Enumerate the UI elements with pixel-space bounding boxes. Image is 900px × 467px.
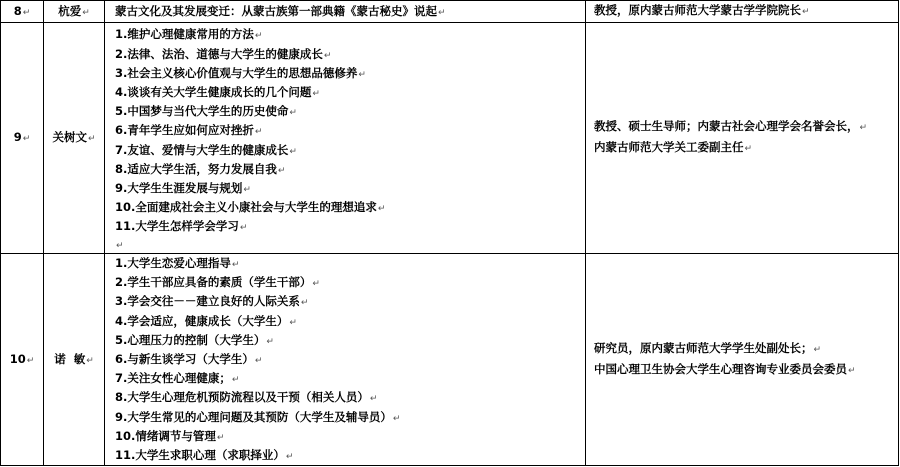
table-row [1, 254, 899, 466]
paragraph-mark-icon: ↵ [22, 7, 31, 18]
topic-item: 9.大学生常见的心理问题及其预防（大学生及辅导员）↵ [115, 409, 401, 424]
row-number: 8 [13, 3, 22, 18]
topic-item: 3.学会交往－－建立良好的人际关系↵ [115, 294, 309, 309]
topic-item: 5.心理压力的控制（大学生）↵ [115, 332, 274, 347]
topic-item: 11.大学生怎样学会学习↵ [115, 219, 248, 234]
paragraph-mark-icon: ↵ [802, 7, 810, 17]
speaker-name-cell [44, 254, 105, 466]
topic-item: 1.大学生恋爱心理指导↵ [115, 256, 240, 270]
topic-item: 9.大学生生涯发展与规划↵ [115, 180, 251, 195]
empty-paragraph [115, 237, 585, 251]
speaker-title-line: 教授、硕士生导师；内蒙古社会心理学会名誉会长，↵ [594, 119, 868, 133]
topic-item: 10.全面建成社会主义小康社会与大学生的理想追求↵ [115, 200, 386, 215]
speaker-name: 杭爱 [58, 3, 82, 18]
topic-item: 4.谈谈有关大学生健康成长的几个问题↵ [115, 85, 320, 100]
topic-item: 2.学生干部应具备的素质（学生干部）↵ [115, 275, 320, 290]
paragraph-mark-icon: ↵ [438, 7, 446, 18]
row-number-cell [1, 23, 44, 254]
speaker-title-line: 教授，原内蒙古师范大学蒙古学学院院长↵ [594, 3, 810, 17]
topic-item: 6.与新生谈学习（大学生）↵ [115, 351, 263, 366]
paragraph-mark-icon: ↵ [86, 355, 94, 366]
topics-cell [105, 254, 586, 466]
paragraph-mark-icon: ↵ [22, 134, 31, 144]
topic-item: 3.社会主义核心价值观与大学生的思想品德修养↵ [115, 65, 366, 80]
speaker-name-cell [44, 23, 105, 254]
topic-item: 5.中国梦与当代大学生的历史使命↵ [115, 104, 297, 119]
table-row [1, 1, 899, 23]
speaker-name: 关树文 [52, 130, 87, 144]
paragraph-mark-icon: ↵ [116, 240, 124, 251]
topic-item: 8.适应大学生活，努力发展自我↵ [115, 161, 286, 176]
speaker-title-line: 中国心理卫生协会大学生心理咨询专业委员会委员↵ [594, 361, 856, 376]
topic-item: 蒙古文化及其发展变迁：从蒙古族第一部典籍《蒙古秘史》说起↵ [115, 3, 446, 18]
speaker-title-cell [586, 1, 899, 23]
speaker-name-cell [44, 1, 105, 23]
paragraph-mark-icon: ↵ [82, 7, 90, 18]
topic-item: 11.大学生求职心理（求职择业）↵ [115, 447, 294, 462]
topics-cell [105, 23, 586, 254]
topic-item: 10.情绪调节与管理↵ [115, 428, 225, 443]
speaker-title-line: 研究员，原内蒙古师范大学学生处副处长；↵ [594, 340, 822, 355]
topic-item: 8.大学生心理危机预防流程以及干预（相关人员）↵ [115, 390, 378, 405]
topic-item: 7.关注女性心理健康；↵ [115, 371, 240, 386]
topic-item: 4.学会适应，健康成长（大学生）↵ [115, 313, 297, 328]
row-number: 10 [9, 351, 26, 366]
topic-item: 7.友谊、爱情与大学生的健康成长↵ [115, 142, 297, 157]
row-number-cell [1, 1, 44, 23]
topic-item: 1.维护心理健康常用的方法↵ [115, 27, 263, 42]
row-number: 9 [13, 130, 22, 144]
speaker-title-cell [586, 23, 899, 254]
table-row [1, 23, 899, 254]
paragraph-mark-icon: ↵ [87, 134, 96, 144]
topic-item: 6.青年学生应如何应对挫折↵ [115, 123, 263, 138]
speaker-title-cell [586, 254, 899, 466]
topics-cell [105, 1, 586, 23]
speaker-title-line: 内蒙古师范大学关工委副主任↵ [594, 140, 753, 154]
row-number-cell [1, 254, 44, 466]
paragraph-mark-icon: ↵ [26, 355, 35, 366]
speaker-name: 诺 敏 [54, 351, 86, 366]
topic-item: 2.法律、法治、道德与大学生的健康成长↵ [115, 46, 332, 61]
